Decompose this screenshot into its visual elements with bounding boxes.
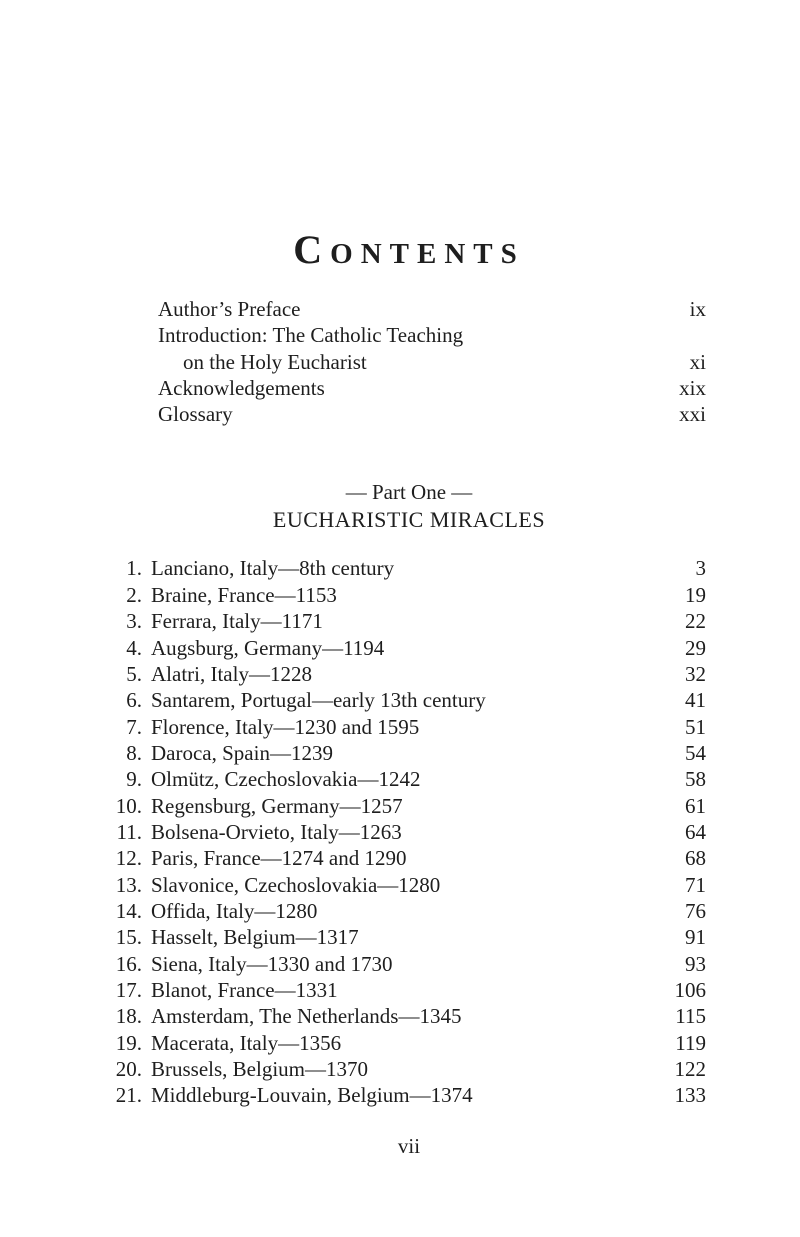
chapter-page-number: 41 [685,688,706,713]
chapter-title: Hasselt, Belgium—1317 [151,925,359,950]
front-matter-page-number: xix [679,375,706,400]
chapter-number: 12. [115,846,142,871]
chapter-row [112,714,706,740]
chapter-page-number: 19 [685,582,706,607]
chapter-number: 14. [115,898,142,923]
chapter-row [112,951,706,977]
chapter-number: 20. [115,1057,142,1082]
front-matter-label: Glossary [158,402,233,427]
part-heading [112,479,706,533]
chapter-page-number: 64 [685,819,706,844]
chapter-row [112,608,706,634]
chapter-page-number: 91 [685,925,706,950]
front-matter-page-number: ix [689,297,706,321]
front-matter-page-number: xxi [679,402,706,427]
chapter-page-number: 51 [685,714,706,739]
chapter-page-number: 61 [685,793,706,818]
chapter-row [112,1003,706,1029]
front-matter-label: on the Holy Eucharist [183,349,367,374]
front-matter-row [112,349,706,375]
page-title-rest: ONTENTS [330,238,525,270]
chapter-row [112,740,706,766]
chapter-title: Alatri, Italy—1228 [151,661,312,686]
chapter-page-number: 115 [675,1004,706,1029]
chapter-page-number: 119 [675,1030,706,1055]
front-matter-page-number: xi [689,349,706,374]
chapter-title: Regensburg, Germany—1257 [151,793,403,818]
chapter-row [112,845,706,871]
front-matter-row [112,401,706,427]
chapter-title: Macerata, Italy—1356 [151,1030,342,1055]
chapter-title: Daroca, Spain—1239 [151,740,333,765]
chapter-title: Braine, France—1153 [151,582,337,607]
chapter-title: Florence, Italy—1230 and 1595 [151,714,420,739]
chapter-number: 13. [115,872,142,897]
chapter-title: Augsburg, Germany—1194 [151,635,385,660]
chapter-title: Bolsena-Orvieto, Italy—1263 [151,819,402,844]
part-title: EUCHARISTIC MIRACLES [272,507,546,533]
chapter-row [112,819,706,845]
chapter-page-number: 106 [674,977,706,1002]
front-matter-label: Introduction: The Catholic Teaching [158,323,464,348]
chapter-number: 16. [115,951,142,976]
chapter-number: 8. [126,740,142,765]
chapter-page-number: 32 [685,661,706,686]
chapter-number: 9. [126,767,142,792]
chapter-title: Amsterdam, The Netherlands—1345 [151,1004,462,1029]
chapter-row [112,1082,706,1108]
chapter-row [112,1056,706,1082]
page-title [112,227,706,272]
part-name: — Part One — [345,480,473,505]
chapter-number: 19. [115,1030,142,1055]
chapter-number: 17. [115,977,142,1002]
chapter-page-number: 22 [685,609,706,634]
chapter-title: Blanot, France—1331 [151,977,338,1002]
chapter-number: 15. [115,925,142,950]
chapter-title: Ferrara, Italy—1171 [151,609,323,634]
chapter-row [112,661,706,687]
chapter-title: Olmütz, Czechoslovakia—1242 [151,767,421,792]
chapter-title: Offida, Italy—1280 [151,898,318,923]
chapter-page-number: 58 [685,767,706,792]
chapter-number: 10. [115,793,142,818]
chapter-number: 7. [126,714,142,739]
chapter-page-number: 3 [695,556,706,581]
chapter-title: Middleburg-Louvain, Belgium—1374 [151,1083,473,1108]
chapter-page-number: 133 [674,1083,706,1108]
chapter-title: Paris, France—1274 and 1290 [151,846,407,871]
chapter-title: Brussels, Belgium—1370 [151,1057,369,1082]
front-matter-row [112,375,706,401]
chapter-page-number: 68 [685,846,706,871]
chapter-page-number: 76 [685,898,706,923]
chapter-number: 21. [115,1083,142,1108]
chapter-row [112,687,706,713]
chapter-row [112,1030,706,1056]
front-matter-row [112,296,706,322]
chapter-number: 11. [116,819,142,844]
chapter-row [112,793,706,819]
front-matter-label: Author’s Preface [158,297,301,321]
chapter-number: 18. [115,1004,142,1029]
chapter-number: 1. [126,556,142,581]
chapter-list [112,555,706,1108]
front-matter-label: Acknowledgements [158,375,325,400]
chapter-title: Siena, Italy—1330 and 1730 [151,951,393,976]
chapter-page-number: 93 [685,951,706,976]
chapter-row [112,582,706,608]
chapter-number: 5. [126,661,142,686]
chapter-row [112,872,706,898]
chapter-row [112,766,706,792]
chapter-page-number: 71 [685,872,706,897]
chapter-page-number: 54 [685,740,706,765]
chapter-row [112,635,706,661]
chapter-title: Lanciano, Italy—8th century [151,556,395,581]
page-number-folio: vii [397,1133,421,1158]
chapter-number: 2. [126,582,142,607]
chapter-row [112,924,706,950]
chapter-page-number: 29 [685,635,706,660]
front-matter-list [112,296,706,427]
page-title-initial: C [293,227,331,272]
chapter-page-number: 122 [674,1057,706,1082]
chapter-number: 4. [126,635,142,660]
chapter-title: Slavonice, Czechoslovakia—1280 [151,872,441,897]
chapter-row [112,977,706,1003]
front-matter-row [112,322,706,348]
chapter-number: 3. [126,609,142,634]
chapter-row [112,898,706,924]
chapter-title: Santarem, Portugal—early 13th century [151,688,486,713]
chapter-number: 6. [126,688,142,713]
toc-page [112,0,706,1159]
chapter-row [112,555,706,581]
